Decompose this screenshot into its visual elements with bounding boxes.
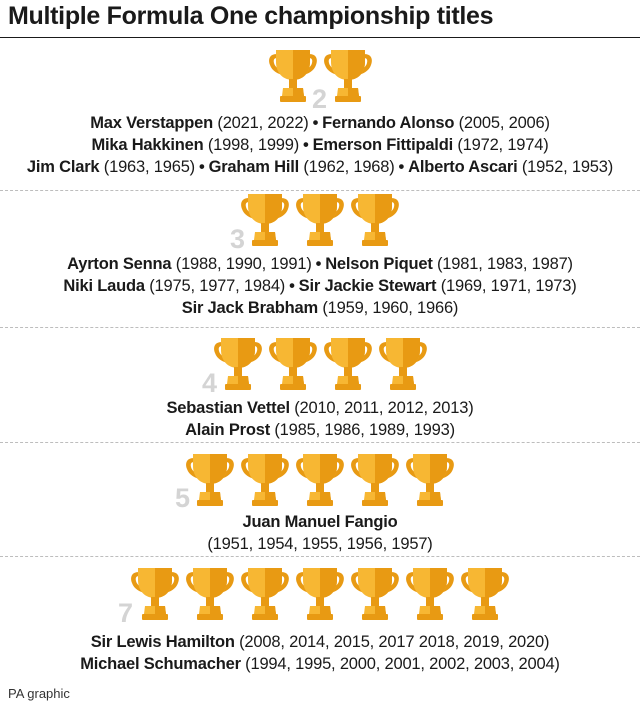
champion-entry — [63, 277, 285, 295]
title-years: (1963, 1965) — [99, 158, 195, 176]
champions-line — [0, 653, 640, 675]
champion-entry — [207, 535, 432, 553]
champion-entry — [166, 399, 473, 417]
title-years: (1972, 1974) — [452, 136, 549, 154]
champion-entry — [91, 136, 299, 154]
trophy-icon — [267, 334, 319, 392]
driver-name: Ayrton Senna — [67, 255, 172, 273]
title-years: (1998, 1999) — [203, 136, 300, 154]
champion-entry — [27, 158, 195, 176]
tier-divider — [0, 556, 640, 557]
champion-entry — [182, 299, 458, 317]
champions-line — [0, 134, 640, 156]
separator-bullet: • — [198, 158, 205, 176]
champions-line — [0, 511, 640, 533]
source-credit: PA graphic — [8, 686, 70, 701]
trophy-row-3 — [239, 190, 401, 248]
tier-count-label: 4 — [202, 368, 218, 398]
champion-entry — [243, 513, 398, 531]
trophy-icon — [349, 190, 401, 248]
title-years: (2008, 2014, 2015, 2017 2018, 2019, 2020) — [234, 633, 550, 651]
trophy-icon — [349, 450, 401, 508]
trophy-icon — [212, 334, 264, 392]
champion-entry — [80, 655, 559, 673]
tier-count-label: 2 — [312, 84, 328, 114]
title-years: (1975, 1977, 1984) — [144, 277, 286, 295]
title-years: (2021, 2022) — [213, 114, 309, 132]
champion-entry — [185, 421, 455, 439]
trophy-icon — [294, 564, 346, 622]
separator-bullet: • — [312, 114, 319, 132]
trophy-icon — [184, 564, 236, 622]
champion-entry — [325, 255, 573, 273]
driver-name: Jim Clark — [26, 158, 100, 176]
champion-entry — [322, 114, 550, 132]
title-years: (1994, 1995, 2000, 2001, 2002, 2003, 2004) — [240, 655, 560, 673]
title-years: (1988, 1990, 1991) — [171, 255, 312, 273]
champions-list — [0, 112, 640, 178]
trophy-icon — [377, 334, 429, 392]
driver-name: Niki Lauda — [63, 277, 145, 295]
trophy-icon — [294, 450, 346, 508]
tier-count-label: 7 — [118, 598, 134, 628]
separator-bullet: • — [398, 158, 405, 176]
champion-entry — [408, 158, 613, 176]
trophy-icon — [239, 450, 291, 508]
driver-name: Sebastian Vettel — [166, 399, 290, 417]
title-years: (2005, 2006) — [454, 114, 550, 132]
champions-list — [0, 397, 640, 441]
tier-count-label: 5 — [175, 483, 191, 513]
driver-name: Michael Schumacher — [80, 655, 241, 673]
title-years: (1985, 1986, 1989, 1993) — [270, 421, 455, 439]
trophy-icon — [322, 334, 374, 392]
trophy-icon — [239, 190, 291, 248]
champions-line — [0, 156, 640, 178]
trophy-icon — [349, 564, 401, 622]
driver-name: Juan Manuel Fangio — [242, 513, 398, 531]
driver-name: Alberto Ascari — [408, 158, 518, 176]
driver-name: Fernando Alonso — [322, 114, 455, 132]
champions-line — [0, 253, 640, 275]
title-years: (1952, 1953) — [517, 158, 614, 176]
title-years: (1962, 1968) — [298, 158, 395, 176]
title-years: (1951, 1954, 1955, 1956, 1957) — [207, 535, 433, 553]
separator-bullet: • — [315, 255, 322, 273]
driver-name: Sir Jackie Stewart — [298, 277, 437, 295]
champions-line — [0, 397, 640, 419]
champion-entry — [313, 136, 549, 154]
separator-bullet: • — [303, 136, 309, 154]
champion-entry — [91, 633, 550, 651]
title-years: (2010, 2011, 2012, 2013) — [289, 399, 474, 417]
champions-line — [0, 533, 640, 555]
champions-line — [0, 297, 640, 319]
champion-entry — [209, 158, 395, 176]
trophy-icon — [404, 450, 456, 508]
champions-list — [0, 511, 640, 555]
trophy-icon — [459, 564, 511, 622]
champions-list — [0, 253, 640, 319]
title-years: (1959, 1960, 1966) — [317, 299, 459, 317]
separator-bullet: • — [289, 277, 295, 295]
driver-name: Graham Hill — [208, 158, 299, 176]
champions-line — [0, 112, 640, 134]
champions-line — [0, 419, 640, 441]
champion-entry — [90, 114, 308, 132]
driver-name: Nelson Piquet — [325, 255, 433, 273]
trophy-icon — [239, 564, 291, 622]
driver-name: Sir Jack Brabham — [181, 299, 318, 317]
title-years: (1981, 1983, 1987) — [432, 255, 573, 273]
tier-count-label: 3 — [230, 224, 246, 254]
trophy-row-5 — [184, 450, 456, 508]
driver-name: Emerson Fittipaldi — [312, 136, 453, 154]
champions-line — [0, 275, 640, 297]
champion-entry — [299, 277, 577, 295]
driver-name: Sir Lewis Hamilton — [90, 633, 235, 651]
trophy-icon — [184, 450, 236, 508]
driver-name: Alain Prost — [185, 421, 270, 439]
trophy-icon — [294, 190, 346, 248]
trophy-icon — [322, 46, 374, 104]
driver-name: Max Verstappen — [90, 114, 214, 132]
champions-list — [0, 631, 640, 675]
title-underline — [0, 37, 640, 38]
tier-divider — [0, 442, 640, 443]
page-title: Multiple Formula One championship titles — [8, 2, 494, 30]
tier-divider — [0, 327, 640, 328]
trophy-row-4 — [212, 334, 429, 392]
trophy-row-7 — [129, 564, 511, 622]
trophy-icon — [129, 564, 181, 622]
driver-name: Mika Hakkinen — [91, 136, 204, 154]
title-years: (1969, 1971, 1973) — [436, 277, 577, 295]
champion-entry — [67, 255, 312, 273]
trophy-icon — [404, 564, 456, 622]
champions-line — [0, 631, 640, 653]
